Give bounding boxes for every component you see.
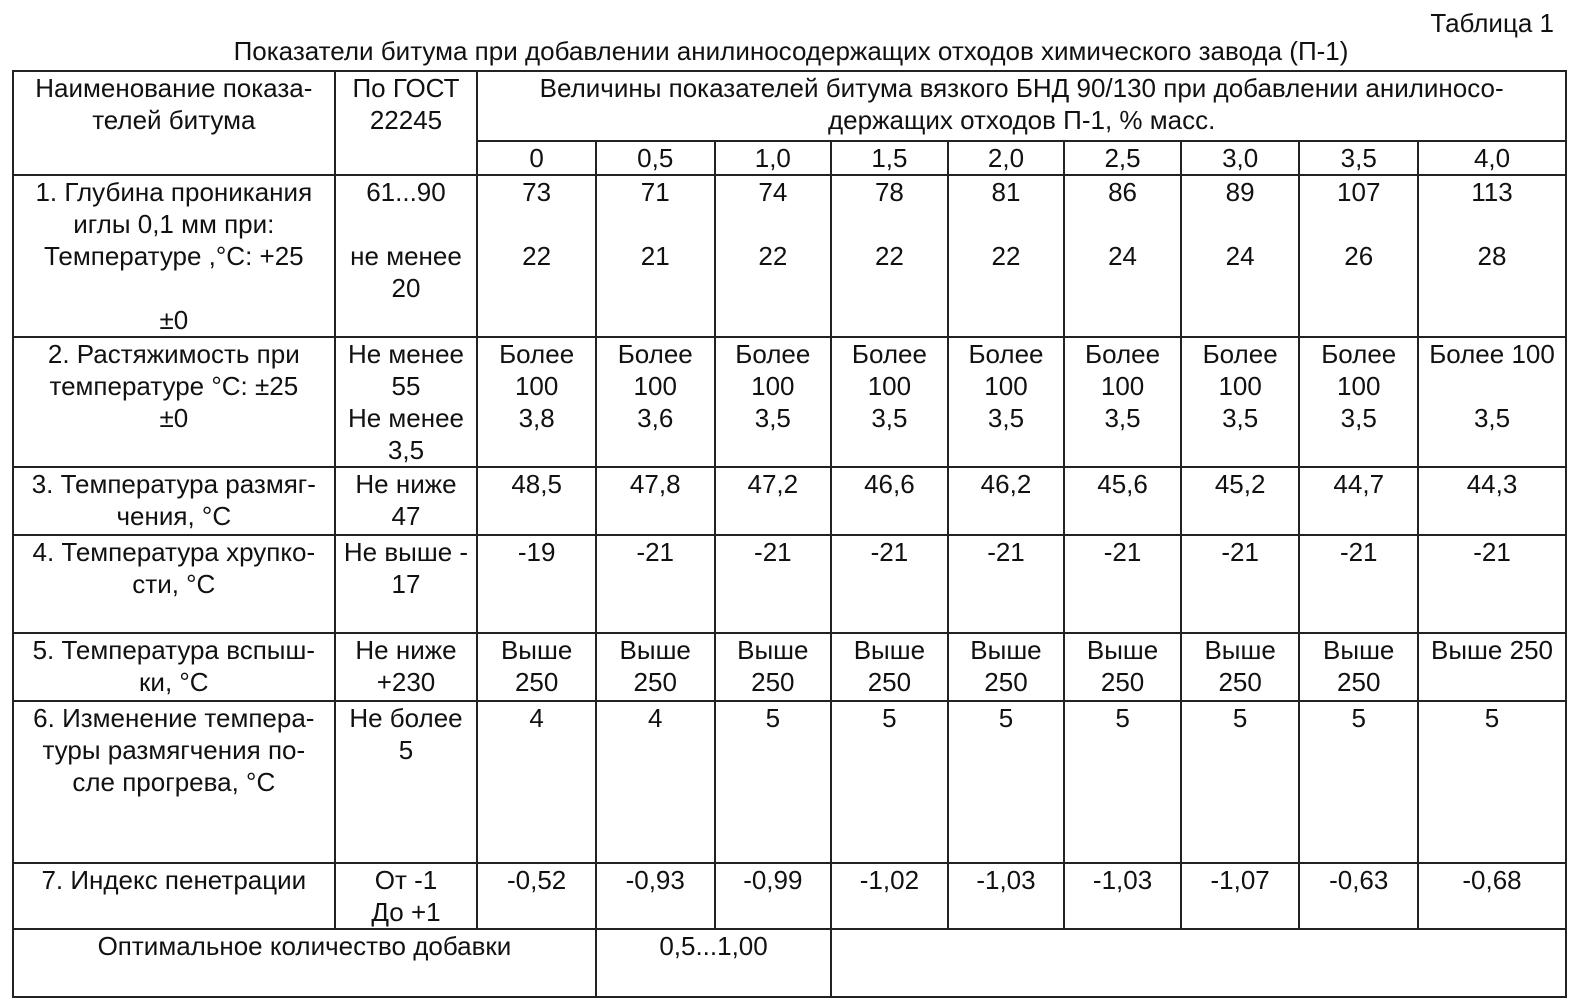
value-top2: 250	[1100, 667, 1145, 697]
value-top: Выше	[1086, 635, 1159, 665]
value-bottom: 3,5	[1104, 403, 1141, 433]
row-name-line: 3. Температура размяг-	[31, 469, 316, 499]
value-cell: -21	[1181, 535, 1300, 633]
value-cell: 47,8	[596, 467, 715, 535]
value-cell: -21	[596, 535, 715, 633]
value-cell	[1181, 175, 1300, 337]
percent-cell: 0,5	[596, 141, 715, 175]
value-cell: -21	[1299, 535, 1418, 633]
gost-line: 47	[391, 501, 421, 531]
row-name-line: туры размягчения по-	[42, 735, 306, 765]
percent-cell: 4,0	[1418, 141, 1566, 175]
value-cell	[831, 633, 948, 701]
value-cell: 5	[831, 701, 948, 863]
row-name-cell	[13, 337, 335, 467]
gost-line: Не менее	[347, 403, 465, 433]
row-name-line: чения, °С	[116, 501, 232, 531]
header-row	[13, 71, 1566, 141]
value-top: 107	[1337, 177, 1381, 207]
value-cell: 5	[1299, 701, 1418, 863]
percent-cell: 3,5	[1299, 141, 1418, 175]
value-top: Более	[1085, 339, 1161, 369]
value-top: Более	[1321, 339, 1397, 369]
gost-line: 17	[391, 569, 421, 599]
gost-line: От -1	[374, 865, 438, 895]
header-values-cell	[477, 71, 1566, 141]
value-cell	[477, 337, 596, 467]
gost-line: 3,5	[387, 435, 425, 465]
value-cell	[1418, 175, 1566, 337]
value-top: 71	[640, 177, 670, 207]
table-row	[13, 633, 1566, 701]
value-cell	[596, 337, 715, 467]
row-name-line: температуре °С: ±25	[49, 371, 299, 401]
row-name-line: ±0	[159, 305, 189, 335]
row-name-line: 2. Растяжимость при	[47, 339, 300, 369]
row-name-cell	[13, 175, 335, 337]
value-cell	[1299, 337, 1418, 467]
value-top2: 250	[751, 667, 795, 697]
row-name-line: 6. Изменение темпера-	[33, 703, 315, 733]
row-name-cell	[13, 535, 335, 633]
value-bottom: 24	[1225, 241, 1255, 271]
value-bottom: 26	[1344, 241, 1374, 271]
value-bottom: 3,6	[637, 403, 674, 433]
value-cell: 46,2	[948, 467, 1065, 535]
value-top: Выше	[853, 635, 926, 665]
row-gost-cell	[335, 535, 478, 633]
row-name-line: 5. Температура вспыш-	[32, 635, 316, 665]
value-top: 73	[522, 177, 552, 207]
value-top2: 250	[1337, 667, 1381, 697]
value-bottom: 28	[1477, 241, 1507, 271]
value-bottom: 21	[640, 241, 670, 271]
value-cell: 5	[1181, 701, 1300, 863]
value-top: 89	[1225, 177, 1255, 207]
value-top: Более	[968, 339, 1044, 369]
value-top: 86	[1108, 177, 1138, 207]
row-name-line: ки, °С	[139, 667, 209, 697]
value-top: Более 100	[1429, 339, 1555, 369]
value-top2: 100	[751, 371, 795, 401]
gost-line: Не ниже	[355, 469, 457, 499]
value-cell: -0,63	[1299, 863, 1418, 929]
table-number: Таблица 1	[1430, 8, 1554, 38]
value-cell: -21	[831, 535, 948, 633]
row-gost-cell	[335, 633, 478, 701]
value-bottom: 3,5	[987, 403, 1025, 433]
value-cell: 5	[1418, 701, 1566, 863]
value-cell	[1064, 633, 1181, 701]
value-cell: 45,2	[1181, 467, 1300, 535]
value-cell: 4	[477, 701, 596, 863]
gost-line: 61...90	[366, 177, 446, 207]
value-cell: -1,07	[1181, 863, 1300, 929]
row-name-cell	[13, 701, 335, 863]
value-cell	[1299, 633, 1418, 701]
value-cell: -21	[1418, 535, 1566, 633]
gost-line: До +1	[371, 897, 441, 927]
footer-row	[13, 929, 1566, 997]
value-cell	[948, 175, 1065, 337]
value-top2: 100	[1337, 371, 1381, 401]
value-bottom: 22	[758, 241, 788, 271]
value-cell	[948, 337, 1065, 467]
value-bottom: 3,5	[754, 403, 791, 433]
value-top: Выше	[619, 635, 691, 665]
header-gost-cell	[335, 71, 478, 175]
value-cell	[1181, 337, 1300, 467]
value-cell: -21	[948, 535, 1065, 633]
value-bottom: 3,5	[1340, 403, 1377, 433]
footer-value-cell: 0,5...1,00	[596, 929, 831, 997]
percent-cell: 3,0	[1181, 141, 1300, 175]
percent-cell: 2,0	[948, 141, 1065, 175]
table-row	[13, 337, 1566, 467]
value-top: Выше	[970, 635, 1042, 665]
row-name-line: сти, °С	[132, 569, 216, 599]
value-cell	[948, 633, 1065, 701]
value-top: Выше	[1323, 635, 1395, 665]
footer-empty-cell	[831, 929, 1566, 997]
value-top: Выше	[500, 635, 573, 665]
value-cell	[831, 337, 948, 467]
value-cell: 5	[1064, 701, 1181, 863]
percent-cell: 2,5	[1064, 141, 1181, 175]
table-row	[13, 535, 1566, 633]
table-title: Показатели битума при добавлении анилиносодержащих отходов химического завода (П-1)	[233, 36, 1349, 66]
row-name-line: 1. Глубина проникания	[35, 177, 313, 207]
value-cell: 45,6	[1064, 467, 1181, 535]
value-cell: -0,68	[1418, 863, 1566, 929]
value-top2: 100	[633, 371, 677, 401]
value-cell: -21	[1064, 535, 1181, 633]
table-row	[13, 701, 1566, 863]
row-name-cell	[13, 633, 335, 701]
gost-line: Не ниже	[355, 635, 457, 665]
value-cell: -0,52	[477, 863, 596, 929]
header-gost-line: По ГОСТ	[352, 73, 460, 103]
value-bottom: 22	[522, 241, 552, 271]
row-gost-cell	[335, 337, 478, 467]
value-cell	[477, 633, 596, 701]
value-cell	[1418, 337, 1566, 467]
table-row	[13, 467, 1566, 535]
value-cell: 4	[596, 701, 715, 863]
value-bottom: 3,5	[871, 403, 908, 433]
value-cell: 5	[948, 701, 1065, 863]
value-top2: 250	[1218, 667, 1262, 697]
value-top2: 250	[867, 667, 912, 697]
value-cell	[1181, 633, 1300, 701]
value-cell	[1299, 175, 1418, 337]
value-cell	[1064, 337, 1181, 467]
value-top: Выше 250	[1431, 635, 1553, 665]
value-cell: 44,7	[1299, 467, 1418, 535]
value-top: Более	[735, 339, 811, 369]
row-name-cell	[13, 863, 335, 929]
gost-line: 55	[391, 371, 421, 401]
value-top: Более	[499, 339, 575, 369]
value-top2: 100	[867, 371, 912, 401]
row-name-line: сле прогрева, °С	[72, 767, 276, 797]
footer-label-cell: Оптимальное количество добавки	[13, 929, 596, 997]
value-cell: 47,2	[715, 467, 832, 535]
value-top2: 100	[514, 371, 559, 401]
header-gost-line: 22245	[369, 105, 443, 135]
value-bottom: 24	[1108, 241, 1138, 271]
value-cell: 44,3	[1418, 467, 1566, 535]
value-cell: -21	[715, 535, 832, 633]
row-name-line: ±0	[159, 403, 189, 433]
value-cell	[715, 633, 832, 701]
row-gost-cell	[335, 467, 478, 535]
row-name-line: 7. Индекс пенетрации	[41, 865, 307, 895]
value-top: Выше	[737, 635, 809, 665]
value-top: 74	[758, 177, 788, 207]
header-name-line: телей битума	[92, 105, 256, 135]
gost-line: Не выше -	[343, 537, 469, 567]
gost-line: 5	[398, 735, 414, 765]
value-cell	[715, 175, 832, 337]
value-top2: 100	[984, 371, 1028, 401]
value-bottom: 22	[991, 241, 1021, 271]
value-cell	[1064, 175, 1181, 337]
value-top: 81	[991, 177, 1021, 207]
value-cell: -19	[477, 535, 596, 633]
value-cell: -1,03	[948, 863, 1065, 929]
value-cell: 5	[715, 701, 832, 863]
header-values-line: держащих отходов П-1, % масс.	[828, 105, 1216, 135]
value-top: Более	[1202, 339, 1278, 369]
value-top2: 250	[633, 667, 677, 697]
value-top: 78	[874, 177, 904, 207]
value-top: Более	[851, 339, 927, 369]
value-cell	[715, 337, 832, 467]
value-cell: -0,93	[596, 863, 715, 929]
value-bottom: 22	[874, 241, 904, 271]
value-cell	[596, 633, 715, 701]
row-name-line: 4. Температура хрупко-	[32, 537, 316, 567]
header-values-line: Величины показателей битума вязкого БНД 90/130 при добавлении анилиносо-	[539, 73, 1504, 103]
row-gost-cell	[335, 175, 478, 337]
percent-cell: 1,0	[715, 141, 832, 175]
value-cell: -1,03	[1064, 863, 1181, 929]
value-top2: 250	[984, 667, 1028, 697]
value-cell: 46,6	[831, 467, 948, 535]
header-name-cell	[13, 71, 335, 175]
value-top2: 250	[514, 667, 559, 697]
value-top: Выше	[1204, 635, 1276, 665]
row-name-line: иглы 0,1 мм при:	[73, 209, 275, 239]
value-cell: -0,99	[715, 863, 832, 929]
gost-line: Не более	[349, 703, 463, 733]
value-top: Более	[617, 339, 693, 369]
row-name-line: Температуре ,°С: +25	[43, 241, 304, 271]
value-cell: -1,02	[831, 863, 948, 929]
table-row	[13, 863, 1566, 929]
value-bottom: 3,8	[518, 403, 555, 433]
value-cell	[596, 175, 715, 337]
percent-cell: 1,5	[831, 141, 948, 175]
row-gost-cell	[335, 863, 478, 929]
value-top: 113	[1471, 177, 1513, 207]
value-bottom: 3,5	[1473, 403, 1511, 433]
value-cell	[1418, 633, 1566, 701]
header-name-line: Наименование показа-	[35, 73, 313, 103]
gost-line: 20	[391, 273, 421, 303]
value-top2: 100	[1100, 371, 1145, 401]
gost-line: +230	[376, 667, 436, 697]
gost-line: Не менее	[347, 339, 465, 369]
value-top2: 100	[1218, 371, 1262, 401]
bitumen-properties-table	[12, 70, 1567, 998]
row-name-cell	[13, 467, 335, 535]
row-gost-cell	[335, 701, 478, 863]
percent-cell: 0	[477, 141, 596, 175]
gost-line: не менее	[350, 241, 462, 271]
value-cell	[831, 175, 948, 337]
table-row	[13, 175, 1566, 337]
value-bottom: 3,5	[1222, 403, 1259, 433]
value-cell: 48,5	[477, 467, 596, 535]
value-cell	[477, 175, 596, 337]
